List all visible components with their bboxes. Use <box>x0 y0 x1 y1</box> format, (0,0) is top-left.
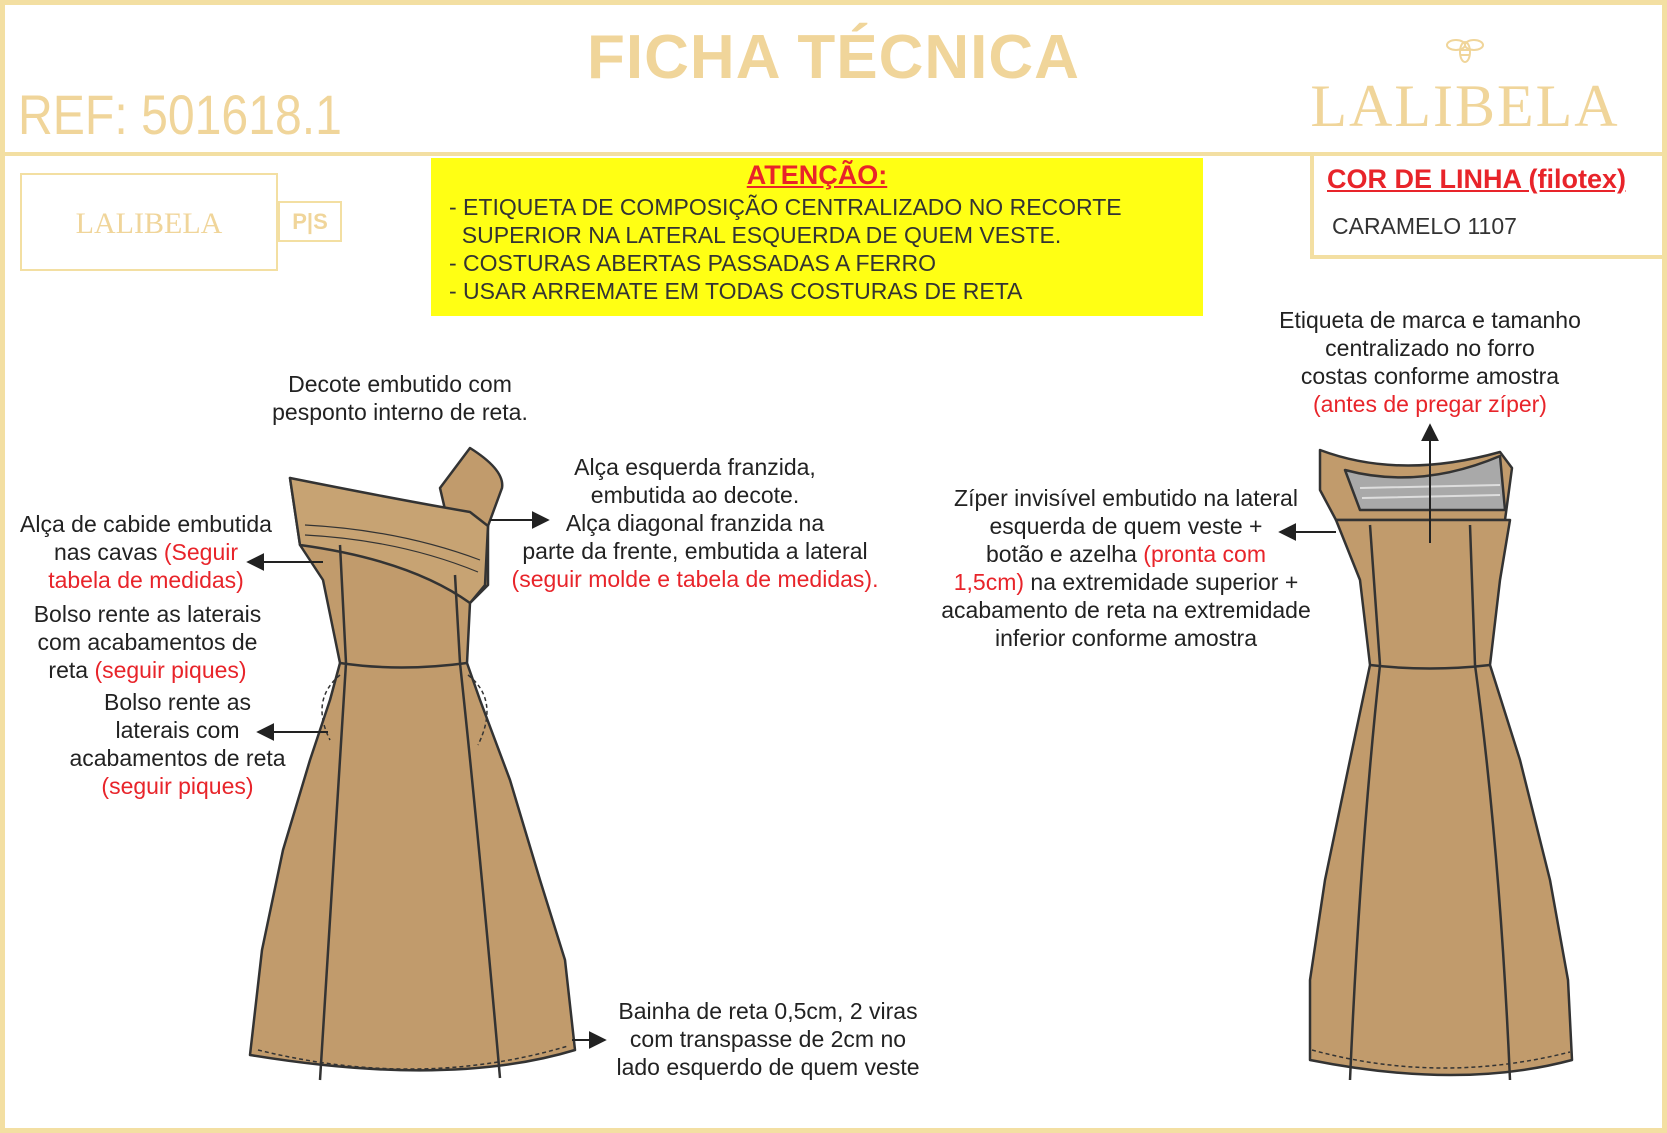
attention-line: - ETIQUETA DE COMPOSIÇÃO CENTRALIZADO NO RECORTE <box>449 194 1122 220</box>
reference-code: REF: 501618.1 <box>18 83 342 146</box>
note-line: reta <box>48 657 95 683</box>
note-line: acabamento de reta na extremidade <box>941 597 1311 623</box>
logo-text: LALIBELA <box>1310 73 1620 139</box>
note-line: costas conforme amostra <box>1300 363 1560 389</box>
note-line: com transpasse de 2cm no <box>629 1026 907 1052</box>
note-line: lado esquerdo de quem veste <box>616 1054 920 1080</box>
note-pocket-bottom <box>50 688 305 800</box>
note-line: parte da frente, embutida a lateral <box>522 538 868 564</box>
note-line-red: (antes de pregar zíper) <box>1313 391 1547 417</box>
note-line: Alça diagonal franzida na <box>565 510 825 536</box>
note-line: Zíper invisível embutido na lateral <box>954 485 1298 511</box>
label-brand: LALIBELA <box>75 207 223 240</box>
note-neckline <box>250 370 550 426</box>
size-label: P|S <box>278 201 342 242</box>
note-line: Bolso rente as laterais <box>33 601 262 627</box>
attention-line: - USAR ARREMATE EM TODAS COSTURAS DE RETA <box>449 278 1023 304</box>
note-line: Decote embutido com <box>288 371 512 397</box>
page-title: FICHA TÉCNICA <box>587 23 1080 92</box>
thread-value: CARAMELO 1107 <box>1332 213 1517 239</box>
note-line-red: tabela de medidas) <box>48 567 244 593</box>
note-pocket-top <box>10 600 285 684</box>
note-line: Etiqueta de marca e tamanho <box>1279 307 1581 333</box>
thread-title: COR DE LINHA (filotex) <box>1327 164 1626 194</box>
note-line: embutida ao decote. <box>590 482 800 508</box>
note-line-red: (seguir molde e tabela de medidas). <box>511 566 879 592</box>
note-line-red: 1,5cm) <box>953 569 1025 595</box>
note-line: Bolso rente as <box>103 689 252 715</box>
note-line: Alça de cabide embutida <box>20 511 272 537</box>
attention-line: SUPERIOR NA LATERAL ESQUERDA DE QUEM VESTE. <box>449 222 1062 248</box>
note-line-red: (Seguir <box>163 539 239 565</box>
note-line: botão e azelha <box>985 541 1144 567</box>
note-line: laterais com <box>115 717 240 743</box>
note-line-red: (pronta com <box>1143 541 1266 567</box>
note-strap-left <box>0 510 292 594</box>
note-zipper <box>920 484 1332 652</box>
note-line-red: (seguir piques) <box>94 657 247 683</box>
note-line: acabamentos de reta <box>69 745 286 771</box>
note-hem <box>603 997 933 1081</box>
note-line: com acabamentos de <box>37 629 258 655</box>
note-label-back <box>1255 306 1605 418</box>
attention-line: - COSTURAS ABERTAS PASSADAS A FERRO <box>449 250 936 276</box>
note-line: Bainha de reta 0,5cm, 2 viras <box>618 998 918 1024</box>
attention-title: ATENÇÃO: <box>746 160 888 190</box>
note-strap-front <box>495 453 895 593</box>
note-line: Alça esquerda franzida, <box>574 454 816 480</box>
note-line: inferior conforme amostra <box>994 625 1258 651</box>
note-line: pesponto interno de reta. <box>272 399 528 425</box>
note-line-red: (seguir piques) <box>101 773 254 799</box>
note-line: centralizado no forro <box>1325 335 1535 361</box>
note-line: na extremidade superior + <box>1024 569 1299 595</box>
note-line: nas cavas <box>53 539 164 565</box>
back-dress <box>1310 450 1572 1080</box>
note-line: esquerda de quem veste + <box>989 513 1263 539</box>
